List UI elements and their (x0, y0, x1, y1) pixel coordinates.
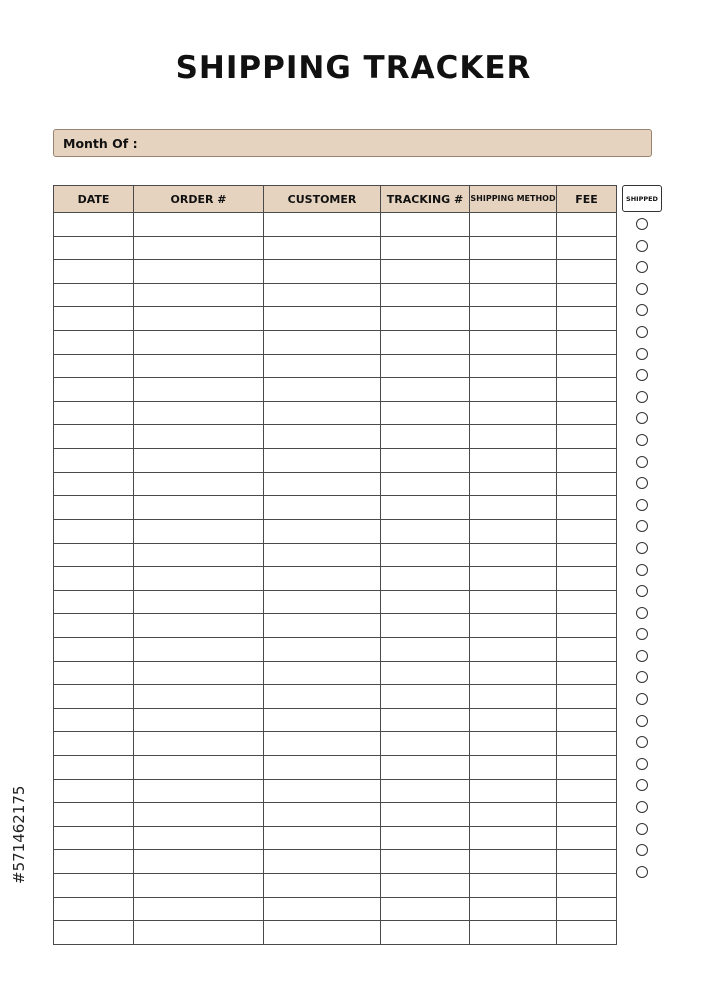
table-cell[interactable] (134, 803, 264, 827)
column-header-tracking: TRACKING # (381, 186, 470, 213)
table-body (54, 213, 617, 945)
table-cell[interactable] (134, 826, 264, 850)
table-cell[interactable] (134, 472, 264, 496)
table-cell[interactable] (54, 260, 134, 284)
table-cell[interactable] (557, 543, 617, 567)
shipped-checkbox[interactable] (636, 434, 648, 446)
table-cell[interactable] (381, 425, 470, 449)
table-cell[interactable] (54, 213, 134, 237)
table-cell[interactable] (264, 496, 381, 520)
table-cell[interactable] (264, 236, 381, 260)
table-cell[interactable] (54, 614, 134, 638)
table-row (54, 449, 617, 473)
table-cell[interactable] (54, 401, 134, 425)
table-cell[interactable] (557, 496, 617, 520)
table-cell[interactable] (557, 661, 617, 685)
table-cell[interactable] (381, 378, 470, 402)
table-cell[interactable] (470, 236, 557, 260)
table-cell[interactable] (381, 519, 470, 543)
table-cell[interactable] (264, 213, 381, 237)
table-cell[interactable] (381, 779, 470, 803)
table-cell[interactable] (54, 425, 134, 449)
shipped-checkbox[interactable] (636, 628, 648, 640)
table-cell[interactable] (557, 614, 617, 638)
table-cell[interactable] (381, 472, 470, 496)
table-cell[interactable] (470, 401, 557, 425)
table-row (54, 708, 617, 732)
table-cell[interactable] (557, 874, 617, 898)
table-row (54, 496, 617, 520)
shipped-checkbox[interactable] (636, 261, 648, 273)
shipped-checkbox[interactable] (636, 369, 648, 381)
table-cell[interactable] (470, 378, 557, 402)
table-cell[interactable] (557, 803, 617, 827)
shipped-checkbox[interactable] (636, 391, 648, 403)
table-cell[interactable] (264, 449, 381, 473)
table-row (54, 661, 617, 685)
table-cell[interactable] (557, 779, 617, 803)
table-row (54, 283, 617, 307)
table-cell[interactable] (134, 213, 264, 237)
table-row (54, 732, 617, 756)
shipped-checkbox[interactable] (636, 218, 648, 230)
table-row (54, 472, 617, 496)
shipped-checkbox[interactable] (636, 779, 648, 791)
shipped-checkbox[interactable] (636, 456, 648, 468)
table-cell[interactable] (54, 685, 134, 709)
table-cell[interactable] (264, 331, 381, 355)
table-row (54, 567, 617, 591)
table-cell[interactable] (381, 874, 470, 898)
table-cell[interactable] (557, 590, 617, 614)
table-row (54, 590, 617, 614)
table-cell[interactable] (470, 661, 557, 685)
table-cell[interactable] (264, 756, 381, 780)
table-cell[interactable] (134, 590, 264, 614)
shipped-checkbox[interactable] (636, 564, 648, 576)
column-header-shipping-method: SHIPPING METHOD (470, 186, 557, 213)
table-cell[interactable] (54, 543, 134, 567)
table-cell[interactable] (381, 708, 470, 732)
table-cell[interactable] (134, 874, 264, 898)
column-header-order: ORDER # (134, 186, 264, 213)
table-cell[interactable] (54, 590, 134, 614)
tracker-table (53, 185, 617, 945)
table-cell[interactable] (134, 283, 264, 307)
shipped-checkbox[interactable] (636, 585, 648, 597)
table-cell[interactable] (557, 213, 617, 237)
table-cell[interactable] (557, 354, 617, 378)
table-cell[interactable] (54, 449, 134, 473)
table-cell[interactable] (557, 850, 617, 874)
table-cell[interactable] (264, 826, 381, 850)
table-cell[interactable] (470, 685, 557, 709)
table-cell[interactable] (557, 519, 617, 543)
table-cell[interactable] (557, 260, 617, 284)
table-cell[interactable] (470, 921, 557, 945)
table-cell[interactable] (470, 543, 557, 567)
table-row (54, 685, 617, 709)
table-row (54, 378, 617, 402)
table-cell[interactable] (470, 779, 557, 803)
shipped-checkbox[interactable] (636, 477, 648, 489)
table-cell[interactable] (134, 496, 264, 520)
table-row (54, 826, 617, 850)
table-cell[interactable] (557, 472, 617, 496)
table-cell[interactable] (134, 685, 264, 709)
table-cell[interactable] (264, 921, 381, 945)
table-cell[interactable] (264, 661, 381, 685)
month-field[interactable] (53, 129, 652, 157)
table-cell[interactable] (264, 425, 381, 449)
shipped-checkbox[interactable] (636, 348, 648, 360)
table-row (54, 213, 617, 237)
table-cell[interactable] (134, 354, 264, 378)
table-cell[interactable] (264, 378, 381, 402)
table-cell[interactable] (381, 401, 470, 425)
table-cell[interactable] (381, 614, 470, 638)
table-cell[interactable] (54, 496, 134, 520)
table-cell[interactable] (381, 921, 470, 945)
table-cell[interactable] (134, 425, 264, 449)
table-cell[interactable] (134, 401, 264, 425)
table-cell[interactable] (470, 803, 557, 827)
table-row (54, 331, 617, 355)
shipped-checkbox[interactable] (636, 823, 648, 835)
table-cell[interactable] (470, 472, 557, 496)
table-cell[interactable] (54, 897, 134, 921)
shipped-checkbox[interactable] (636, 412, 648, 424)
table-cell[interactable] (54, 756, 134, 780)
month-label: Month Of : (63, 136, 138, 151)
shipped-checkbox-column (636, 218, 650, 887)
table-cell[interactable] (134, 637, 264, 661)
table-row (54, 519, 617, 543)
table-row (54, 543, 617, 567)
table-cell[interactable] (264, 543, 381, 567)
column-header-date: DATE (54, 186, 134, 213)
table-cell[interactable] (557, 567, 617, 591)
shipped-checkbox[interactable] (636, 542, 648, 554)
table-row (54, 874, 617, 898)
table-cell[interactable] (381, 685, 470, 709)
side-id-text: #571462175 (10, 785, 28, 885)
table-cell[interactable] (54, 826, 134, 850)
table-cell[interactable] (134, 307, 264, 331)
table-row (54, 614, 617, 638)
table-cell[interactable] (134, 897, 264, 921)
table-cell[interactable] (557, 425, 617, 449)
table-cell[interactable] (557, 236, 617, 260)
table-cell[interactable] (557, 449, 617, 473)
table-cell[interactable] (134, 756, 264, 780)
table-cell[interactable] (134, 378, 264, 402)
shipped-checkbox[interactable] (636, 650, 648, 662)
table-cell[interactable] (134, 519, 264, 543)
table-cell[interactable] (264, 590, 381, 614)
table-row (54, 637, 617, 661)
table-cell[interactable] (470, 213, 557, 237)
table-cell[interactable] (264, 708, 381, 732)
shipped-checkbox[interactable] (636, 758, 648, 770)
table-cell[interactable] (381, 449, 470, 473)
table-cell[interactable] (470, 614, 557, 638)
table-cell[interactable] (381, 331, 470, 355)
table-cell[interactable] (381, 307, 470, 331)
table-cell[interactable] (54, 850, 134, 874)
table-cell[interactable] (557, 331, 617, 355)
table-cell[interactable] (54, 283, 134, 307)
table-cell[interactable] (264, 897, 381, 921)
table-cell[interactable] (470, 519, 557, 543)
table-cell[interactable] (557, 708, 617, 732)
table-cell[interactable] (557, 378, 617, 402)
table-cell[interactable] (470, 331, 557, 355)
table-cell[interactable] (54, 378, 134, 402)
table-cell[interactable] (54, 307, 134, 331)
table-cell[interactable] (381, 803, 470, 827)
table-cell[interactable] (54, 236, 134, 260)
table-cell[interactable] (134, 732, 264, 756)
table-cell[interactable] (134, 850, 264, 874)
table-cell[interactable] (381, 637, 470, 661)
table-cell[interactable] (557, 637, 617, 661)
table-cell[interactable] (381, 590, 470, 614)
shipped-checkbox[interactable] (636, 801, 648, 813)
table-cell[interactable] (557, 732, 617, 756)
table-cell[interactable] (134, 921, 264, 945)
table-row (54, 354, 617, 378)
table-cell[interactable] (264, 307, 381, 331)
table-cell[interactable] (264, 401, 381, 425)
table-cell[interactable] (134, 543, 264, 567)
shipped-checkbox[interactable] (636, 715, 648, 727)
column-header-customer: CUSTOMER (264, 186, 381, 213)
table-cell[interactable] (264, 354, 381, 378)
table-cell[interactable] (134, 567, 264, 591)
shipped-checkbox[interactable] (636, 693, 648, 705)
table-cell[interactable] (264, 874, 381, 898)
table-cell[interactable] (134, 260, 264, 284)
table-cell[interactable] (54, 661, 134, 685)
table-row (54, 425, 617, 449)
column-header-fee: FEE (557, 186, 617, 213)
table-cell[interactable] (134, 236, 264, 260)
table-row (54, 779, 617, 803)
table-cell[interactable] (54, 874, 134, 898)
table-cell[interactable] (134, 661, 264, 685)
table-cell[interactable] (381, 732, 470, 756)
shipped-checkbox[interactable] (636, 736, 648, 748)
table-cell[interactable] (381, 236, 470, 260)
table-row (54, 850, 617, 874)
table-cell[interactable] (381, 756, 470, 780)
table-cell[interactable] (470, 496, 557, 520)
table-cell[interactable] (557, 283, 617, 307)
table-cell[interactable] (264, 614, 381, 638)
table-row (54, 756, 617, 780)
table-cell[interactable] (381, 283, 470, 307)
table-cell[interactable] (54, 921, 134, 945)
table-cell[interactable] (264, 567, 381, 591)
table-cell[interactable] (381, 260, 470, 284)
shipped-checkbox[interactable] (636, 520, 648, 532)
table-cell[interactable] (470, 449, 557, 473)
table-cell[interactable] (470, 590, 557, 614)
table-cell[interactable] (470, 260, 557, 284)
table-cell[interactable] (264, 519, 381, 543)
table-cell[interactable] (134, 614, 264, 638)
table-cell[interactable] (381, 567, 470, 591)
table-cell[interactable] (557, 685, 617, 709)
shipped-header: SHIPPED (622, 185, 662, 212)
table-row (54, 260, 617, 284)
table-cell[interactable] (470, 874, 557, 898)
table-cell[interactable] (470, 307, 557, 331)
table-cell[interactable] (264, 637, 381, 661)
table-cell[interactable] (470, 354, 557, 378)
table-cell[interactable] (134, 449, 264, 473)
table-cell[interactable] (381, 496, 470, 520)
table-cell[interactable] (470, 637, 557, 661)
table-cell[interactable] (557, 826, 617, 850)
table-cell[interactable] (134, 779, 264, 803)
table-cell[interactable] (54, 519, 134, 543)
table-cell[interactable] (470, 756, 557, 780)
table-cell[interactable] (557, 401, 617, 425)
table-cell[interactable] (470, 732, 557, 756)
table-cell[interactable] (557, 897, 617, 921)
shipped-checkbox[interactable] (636, 607, 648, 619)
shipped-checkbox[interactable] (636, 671, 648, 683)
table-cell[interactable] (470, 897, 557, 921)
table-cell[interactable] (54, 708, 134, 732)
table-cell[interactable] (470, 826, 557, 850)
table-cell[interactable] (381, 826, 470, 850)
table-cell[interactable] (381, 543, 470, 567)
shipped-checkbox[interactable] (636, 499, 648, 511)
shipped-checkbox[interactable] (636, 240, 648, 252)
table-cell[interactable] (470, 708, 557, 732)
shipped-checkbox[interactable] (636, 326, 648, 338)
table-cell[interactable] (264, 283, 381, 307)
table-cell[interactable] (264, 260, 381, 284)
header-row (54, 186, 617, 213)
table-cell[interactable] (264, 803, 381, 827)
table-cell[interactable] (264, 685, 381, 709)
table-cell[interactable] (557, 756, 617, 780)
table-cell[interactable] (134, 331, 264, 355)
table-row (54, 897, 617, 921)
table-cell[interactable] (54, 803, 134, 827)
table-cell[interactable] (54, 779, 134, 803)
shipped-checkbox[interactable] (636, 844, 648, 856)
table-cell[interactable] (381, 213, 470, 237)
table-cell[interactable] (470, 567, 557, 591)
table-cell[interactable] (54, 331, 134, 355)
table-cell[interactable] (381, 354, 470, 378)
table-cell[interactable] (54, 567, 134, 591)
table-cell[interactable] (264, 472, 381, 496)
table-cell[interactable] (470, 283, 557, 307)
table-cell[interactable] (264, 779, 381, 803)
table-cell[interactable] (381, 661, 470, 685)
table-cell[interactable] (54, 732, 134, 756)
table-cell[interactable] (557, 307, 617, 331)
table-row (54, 921, 617, 945)
table-cell[interactable] (557, 921, 617, 945)
table-cell[interactable] (381, 850, 470, 874)
shipped-checkbox[interactable] (636, 283, 648, 295)
table-row (54, 803, 617, 827)
table-row (54, 236, 617, 260)
table-row (54, 307, 617, 331)
page-title: SHIPPING TRACKER (175, 50, 532, 86)
table-row (54, 401, 617, 425)
table-cell[interactable] (381, 897, 470, 921)
table-cell[interactable] (54, 354, 134, 378)
table-cell[interactable] (470, 425, 557, 449)
shipped-checkbox[interactable] (636, 304, 648, 316)
table-cell[interactable] (264, 850, 381, 874)
table-cell[interactable] (54, 472, 134, 496)
table-cell[interactable] (470, 850, 557, 874)
table-cell[interactable] (264, 732, 381, 756)
shipped-checkbox[interactable] (636, 866, 648, 878)
table-cell[interactable] (54, 637, 134, 661)
table-cell[interactable] (134, 708, 264, 732)
